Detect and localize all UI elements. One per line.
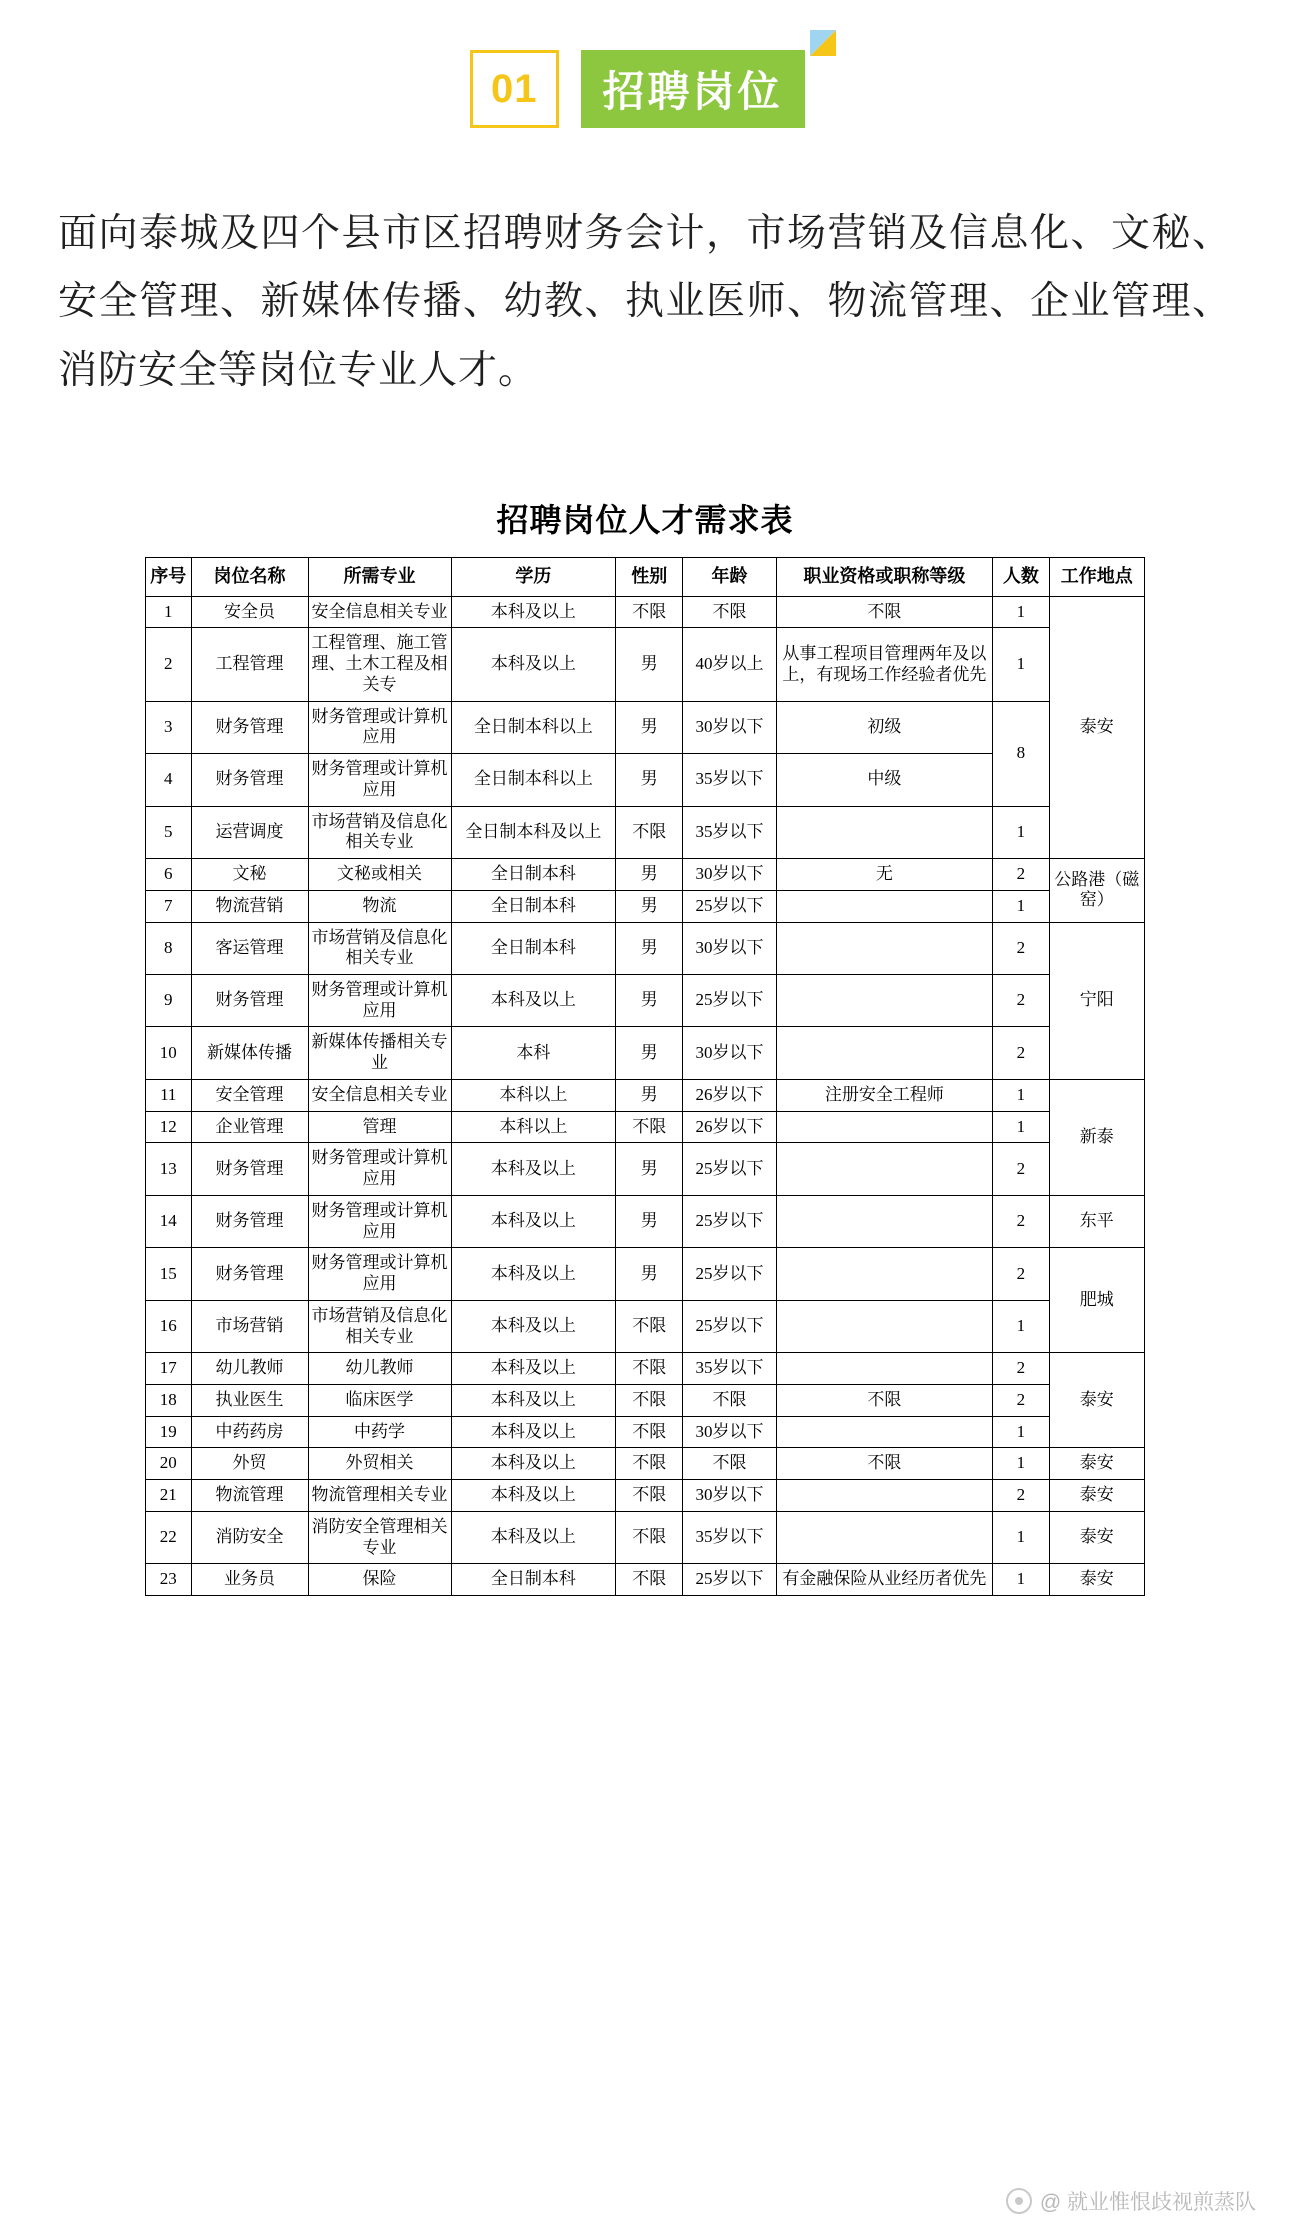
cell-sex: 不限: [616, 1511, 683, 1563]
cell-education: 本科及以上: [451, 596, 616, 628]
cell-no: 3: [146, 701, 192, 753]
cell-no: 9: [146, 974, 192, 1026]
cell-no: 16: [146, 1300, 192, 1352]
cell-certificate: [776, 1143, 993, 1195]
cell-post: 工程管理: [191, 628, 308, 701]
cell-sex: 不限: [616, 1385, 683, 1417]
table-row: [146, 628, 1145, 701]
cell-count: 1: [993, 596, 1049, 628]
table-header-row: [146, 557, 1145, 596]
cell-sex: 男: [616, 1195, 683, 1247]
cell-education: 全日制本科以上: [451, 701, 616, 753]
table-row: [146, 1195, 1145, 1247]
cell-sex: 男: [616, 628, 683, 701]
cell-certificate: [776, 890, 993, 922]
cell-no: 1: [146, 596, 192, 628]
cell-age: 不限: [683, 596, 776, 628]
cell-no: 15: [146, 1248, 192, 1300]
document-page: [0, 30, 1290, 2234]
section-header: [0, 30, 1290, 150]
cell-major: 文秘或相关: [308, 859, 451, 891]
cell-post: 安全管理: [191, 1079, 308, 1111]
table-row: [146, 806, 1145, 858]
cell-location: 肥城: [1049, 1248, 1144, 1353]
cell-post: 中药药房: [191, 1416, 308, 1448]
table-row: [146, 1143, 1145, 1195]
cell-location: 东平: [1049, 1195, 1144, 1247]
watermark: [1006, 2186, 1256, 2216]
cell-post: 外贸: [191, 1448, 308, 1480]
cell-education: 本科及以上: [451, 1511, 616, 1563]
table-row: [146, 1300, 1145, 1352]
cell-count: 1: [993, 1448, 1049, 1480]
cell-major: 市场营销及信息化相关专业: [308, 806, 451, 858]
cell-certificate: [776, 806, 993, 858]
cell-education: 本科及以上: [451, 1416, 616, 1448]
cell-age: 25岁以下: [683, 1195, 776, 1247]
column-header-post: 岗位名称: [191, 557, 308, 596]
cell-certificate: [776, 922, 993, 974]
table-row: [146, 1248, 1145, 1300]
cell-post: 执业医生: [191, 1385, 308, 1417]
cell-major: 工程管理、施工管理、土木工程及相关专: [308, 628, 451, 701]
cell-education: 全日制本科: [451, 1564, 616, 1596]
column-header-sex: 性别: [616, 557, 683, 596]
cell-major: 财务管理或计算机应用: [308, 974, 451, 1026]
cell-age: 25岁以下: [683, 1564, 776, 1596]
cell-sex: 男: [616, 1248, 683, 1300]
cell-no: 4: [146, 754, 192, 806]
cell-major: 财务管理或计算机应用: [308, 1248, 451, 1300]
cell-certificate: [776, 1416, 993, 1448]
cell-sex: 不限: [616, 1353, 683, 1385]
cell-sex: 不限: [616, 1480, 683, 1512]
cell-education: 全日制本科: [451, 859, 616, 891]
cell-location: 泰安: [1049, 1448, 1144, 1480]
cell-no: 14: [146, 1195, 192, 1247]
cell-location: 泰安: [1049, 1353, 1144, 1448]
cell-age: 35岁以下: [683, 1353, 776, 1385]
cell-location: 泰安: [1049, 1511, 1144, 1563]
cell-major: 保险: [308, 1564, 451, 1596]
weibo-icon: [1006, 2188, 1032, 2214]
cell-location: 宁阳: [1049, 922, 1144, 1079]
cell-education: 本科及以上: [451, 1248, 616, 1300]
cell-education: 全日制本科以上: [451, 754, 616, 806]
cell-sex: 男: [616, 1027, 683, 1079]
cell-post: 幼儿教师: [191, 1353, 308, 1385]
cell-count: 1: [993, 1416, 1049, 1448]
cell-count: 1: [993, 806, 1049, 858]
cell-certificate: 从事工程项目管理两年及以上，有现场工作经验者优先: [776, 628, 993, 701]
cell-certificate: 注册安全工程师: [776, 1079, 993, 1111]
table-row: [146, 1511, 1145, 1563]
table-row: [146, 859, 1145, 891]
cell-no: 20: [146, 1448, 192, 1480]
cell-certificate: [776, 1027, 993, 1079]
cell-major: 安全信息相关专业: [308, 1079, 451, 1111]
cell-major: 幼儿教师: [308, 1353, 451, 1385]
cell-post: 财务管理: [191, 1143, 308, 1195]
table-row: [146, 1480, 1145, 1512]
column-header-loc: 工作地点: [1049, 557, 1144, 596]
cell-certificate: [776, 1248, 993, 1300]
cell-certificate: [776, 1195, 993, 1247]
cell-age: 35岁以下: [683, 1511, 776, 1563]
cell-certificate: 不限: [776, 1448, 993, 1480]
cell-location: 泰安: [1049, 1480, 1144, 1512]
cell-sex: 不限: [616, 1111, 683, 1143]
column-header-major: 所需专业: [308, 557, 451, 596]
table-row: [146, 596, 1145, 628]
cell-sex: 不限: [616, 1448, 683, 1480]
cell-age: 35岁以下: [683, 806, 776, 858]
cell-age: 不限: [683, 1448, 776, 1480]
table-row: [146, 1353, 1145, 1385]
cell-major: 市场营销及信息化相关专业: [308, 1300, 451, 1352]
cell-no: 12: [146, 1111, 192, 1143]
table-row: [146, 1079, 1145, 1111]
cell-certificate: [776, 1511, 993, 1563]
cell-age: 35岁以下: [683, 754, 776, 806]
cell-major: 财务管理或计算机应用: [308, 754, 451, 806]
cell-certificate: 不限: [776, 1385, 993, 1417]
table-row: [146, 1416, 1145, 1448]
cell-post: 财务管理: [191, 1248, 308, 1300]
column-header-num: 人数: [993, 557, 1049, 596]
cell-sex: 男: [616, 1079, 683, 1111]
page-title: 招聘岗位: [581, 50, 805, 128]
cell-no: 8: [146, 922, 192, 974]
cell-sex: 不限: [616, 596, 683, 628]
table-row: [146, 1564, 1145, 1596]
cell-post: 物流营销: [191, 890, 308, 922]
corner-triangle-blue-icon: [810, 30, 836, 56]
cell-age: 30岁以下: [683, 1416, 776, 1448]
table-row: [146, 1027, 1145, 1079]
cell-education: 本科以上: [451, 1111, 616, 1143]
cell-post: 业务员: [191, 1564, 308, 1596]
cell-location: 新泰: [1049, 1079, 1144, 1195]
cell-sex: 男: [616, 701, 683, 753]
cell-certificate: 无: [776, 859, 993, 891]
cell-post: 消防安全: [191, 1511, 308, 1563]
cell-sex: 男: [616, 974, 683, 1026]
cell-post: 运营调度: [191, 806, 308, 858]
cell-education: 本科及以上: [451, 1353, 616, 1385]
cell-location: 公路港（磁窑）: [1049, 859, 1144, 922]
cell-post: 新媒体传播: [191, 1027, 308, 1079]
cell-age: 30岁以下: [683, 701, 776, 753]
cell-major: 临床医学: [308, 1385, 451, 1417]
cell-count: 1: [993, 890, 1049, 922]
cell-count: 2: [993, 1143, 1049, 1195]
cell-post: 市场营销: [191, 1300, 308, 1352]
cell-count: 1: [993, 628, 1049, 701]
job-requirements-table: [145, 557, 1145, 1596]
cell-post: 财务管理: [191, 1195, 308, 1247]
cell-education: 全日制本科: [451, 890, 616, 922]
cell-certificate: [776, 1111, 993, 1143]
cell-certificate: [776, 1300, 993, 1352]
cell-no: 22: [146, 1511, 192, 1563]
cell-post: 财务管理: [191, 974, 308, 1026]
cell-age: 25岁以下: [683, 1300, 776, 1352]
cell-sex: 不限: [616, 1564, 683, 1596]
cell-no: 17: [146, 1353, 192, 1385]
cell-major: 外贸相关: [308, 1448, 451, 1480]
watermark-text: @ 就业惟恨歧视煎蒸队: [1039, 2191, 1256, 2214]
cell-no: 18: [146, 1385, 192, 1417]
column-header-cert: 职业资格或职称等级: [776, 557, 993, 596]
cell-age: 25岁以下: [683, 1248, 776, 1300]
cell-sex: 不限: [616, 806, 683, 858]
cell-count: 2: [993, 922, 1049, 974]
cell-age: 25岁以下: [683, 974, 776, 1026]
table-row: [146, 1448, 1145, 1480]
cell-no: 10: [146, 1027, 192, 1079]
cell-post: 客运管理: [191, 922, 308, 974]
cell-age: 30岁以下: [683, 922, 776, 974]
cell-certificate: 不限: [776, 596, 993, 628]
cell-major: 财务管理或计算机应用: [308, 1143, 451, 1195]
column-header-age: 年龄: [683, 557, 776, 596]
table-row: [146, 701, 1145, 753]
table-row: [146, 1385, 1145, 1417]
cell-no: 6: [146, 859, 192, 891]
cell-count: 1: [993, 1079, 1049, 1111]
cell-sex: 男: [616, 890, 683, 922]
cell-education: 本科及以上: [451, 1480, 616, 1512]
cell-post: 物流管理: [191, 1480, 308, 1512]
cell-education: 全日制本科: [451, 922, 616, 974]
cell-age: 25岁以下: [683, 1143, 776, 1195]
cell-sex: 男: [616, 922, 683, 974]
cell-major: 消防安全管理相关专业: [308, 1511, 451, 1563]
column-header-no: 序号: [146, 557, 192, 596]
cell-age: 25岁以下: [683, 890, 776, 922]
cell-no: 5: [146, 806, 192, 858]
cell-sex: 男: [616, 859, 683, 891]
cell-education: 本科及以上: [451, 1143, 616, 1195]
cell-age: 30岁以下: [683, 1027, 776, 1079]
cell-location: 泰安: [1049, 596, 1144, 858]
cell-no: 13: [146, 1143, 192, 1195]
cell-age: 26岁以下: [683, 1079, 776, 1111]
cell-count: 1: [993, 1511, 1049, 1563]
cell-education: 本科: [451, 1027, 616, 1079]
cell-certificate: [776, 1480, 993, 1512]
cell-education: 本科及以上: [451, 974, 616, 1026]
table-row: [146, 890, 1145, 922]
cell-location: 泰安: [1049, 1564, 1144, 1596]
cell-count: 2: [993, 1480, 1049, 1512]
cell-certificate: 有金融保险从业经历者优先: [776, 1564, 993, 1596]
cell-post: 安全员: [191, 596, 308, 628]
cell-no: 7: [146, 890, 192, 922]
cell-education: 本科及以上: [451, 1195, 616, 1247]
cell-certificate: 中级: [776, 754, 993, 806]
cell-age: 不限: [683, 1385, 776, 1417]
cell-sex: 男: [616, 1143, 683, 1195]
cell-education: 本科以上: [451, 1079, 616, 1111]
cell-sex: 不限: [616, 1300, 683, 1352]
table-row: [146, 974, 1145, 1026]
cell-age: 40岁以上: [683, 628, 776, 701]
header-banner: [470, 50, 805, 128]
cell-age: 26岁以下: [683, 1111, 776, 1143]
cell-major: 新媒体传播相关专业: [308, 1027, 451, 1079]
cell-certificate: [776, 974, 993, 1026]
section-number: 01: [470, 50, 559, 128]
cell-count: 1: [993, 1300, 1049, 1352]
cell-count: 2: [993, 974, 1049, 1026]
table-row: [146, 1111, 1145, 1143]
table-row: [146, 922, 1145, 974]
cell-major: 市场营销及信息化相关专业: [308, 922, 451, 974]
cell-count: 2: [993, 1248, 1049, 1300]
cell-education: 本科及以上: [451, 628, 616, 701]
cell-certificate: [776, 1353, 993, 1385]
cell-major: 管理: [308, 1111, 451, 1143]
cell-education: 本科及以上: [451, 1448, 616, 1480]
column-header-edu: 学历: [451, 557, 616, 596]
cell-count: 2: [993, 1353, 1049, 1385]
cell-sex: 男: [616, 754, 683, 806]
cell-post: 企业管理: [191, 1111, 308, 1143]
cell-post: 财务管理: [191, 754, 308, 806]
cell-education: 本科及以上: [451, 1385, 616, 1417]
cell-no: 21: [146, 1480, 192, 1512]
cell-age: 30岁以下: [683, 859, 776, 891]
cell-major: 物流: [308, 890, 451, 922]
cell-count: 8: [993, 701, 1049, 806]
cell-major: 财务管理或计算机应用: [308, 701, 451, 753]
cell-no: 23: [146, 1564, 192, 1596]
cell-certificate: 初级: [776, 701, 993, 753]
cell-count: 1: [993, 1564, 1049, 1596]
table-title: 招聘岗位人才需求表: [496, 501, 794, 538]
cell-count: 2: [993, 1195, 1049, 1247]
cell-major: 安全信息相关专业: [308, 596, 451, 628]
intro-paragraph: 面向泰城及四个县市区招聘财务会计，市场营销及信息化、文秘、安全管理、新媒体传播、幼教、执业医师、物流管理、企业管理、消防安全等岗位专业人才。: [58, 212, 1232, 392]
cell-major: 财务管理或计算机应用: [308, 1195, 451, 1247]
cell-count: 1: [993, 1111, 1049, 1143]
cell-major: 物流管理相关专业: [308, 1480, 451, 1512]
cell-count: 2: [993, 1385, 1049, 1417]
cell-education: 全日制本科及以上: [451, 806, 616, 858]
cell-count: 2: [993, 1027, 1049, 1079]
cell-education: 本科及以上: [451, 1300, 616, 1352]
cell-count: 2: [993, 859, 1049, 891]
cell-sex: 不限: [616, 1416, 683, 1448]
job-table-wrapper: [145, 557, 1145, 1596]
cell-no: 11: [146, 1079, 192, 1111]
cell-post: 文秘: [191, 859, 308, 891]
cell-major: 中药学: [308, 1416, 451, 1448]
cell-post: 财务管理: [191, 701, 308, 753]
cell-no: 19: [146, 1416, 192, 1448]
cell-age: 30岁以下: [683, 1480, 776, 1512]
cell-no: 2: [146, 628, 192, 701]
